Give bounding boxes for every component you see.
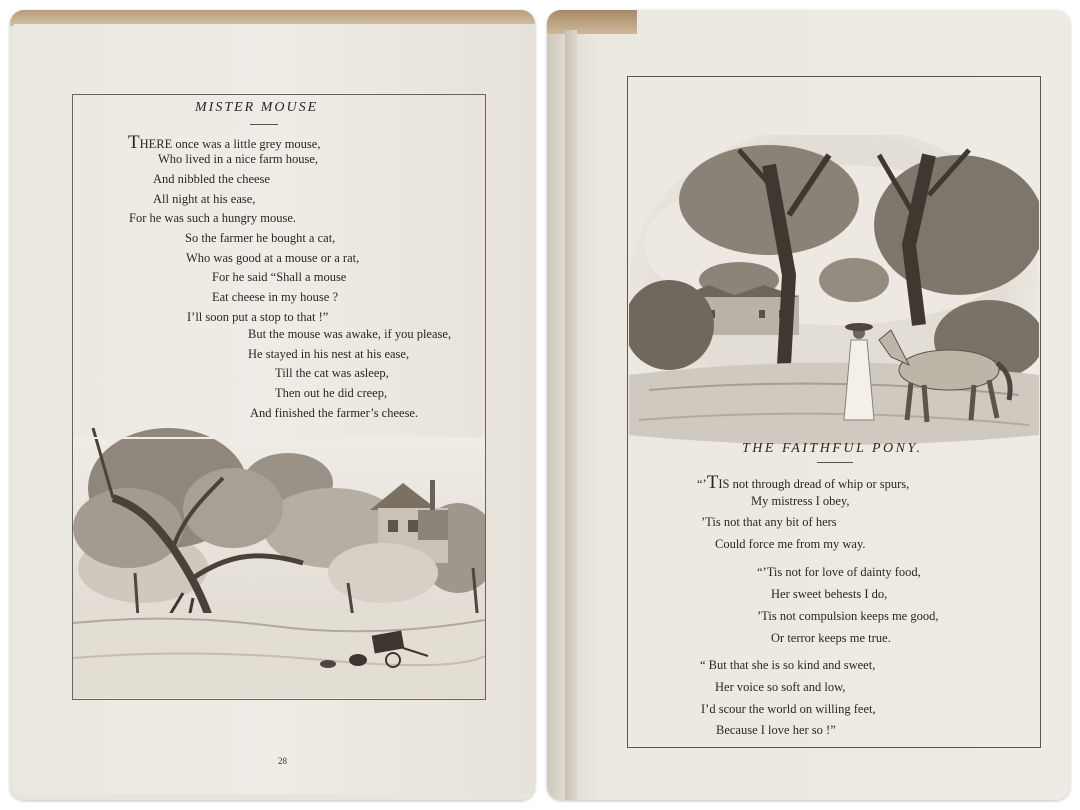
poem-line: “’TIS not through dread of whip or spurs,: [697, 472, 910, 493]
orchard-illustration: [73, 398, 485, 698]
poem-line: THERE once was a little grey mouse,: [128, 132, 321, 153]
poem-line: Because I love her so !”: [716, 723, 836, 737]
poem-line: Who was good at a mouse or a rat,: [186, 251, 360, 265]
poem-line: “ But that she is so kind and sweet,: [700, 658, 876, 672]
right-page-photo: [547, 10, 1070, 800]
drop-cap: T: [128, 132, 140, 153]
poem-line: He stayed in his nest at his ease,: [248, 347, 410, 361]
page-number: 28: [278, 756, 287, 766]
poem-line: “’Tis not for love of dainty food,: [757, 565, 921, 579]
poem-line: Her sweet behests I do,: [771, 587, 888, 601]
title-rule: [250, 124, 278, 125]
poem-line: For he said “Shall a mouse: [212, 270, 347, 284]
poem-line: I’d scour the world on willing feet,: [701, 702, 876, 716]
poem-line: ’Tis not compulsion keeps me good,: [757, 609, 939, 623]
poem-line: Or terror keeps me true.: [771, 631, 891, 645]
poem-line: All night at his ease,: [153, 192, 256, 206]
poem-line: Could force me from my way.: [715, 537, 866, 551]
poem-line: So the farmer he bought a cat,: [185, 231, 336, 245]
poem-line: ’Tis not that any bit of hers: [701, 515, 837, 529]
poem-line: And finished the farmer’s cheese.: [250, 406, 419, 420]
poem-line: I’ll soon put a stop to that !”: [187, 310, 329, 324]
poem-title-mister-mouse: MISTER MOUSE: [195, 100, 319, 115]
title-rule: [817, 462, 853, 463]
poem-line: Eat cheese in my house ?: [212, 290, 338, 304]
poem-line: Till the cat was asleep,: [275, 366, 389, 380]
poem-line: Her voice so soft and low,: [715, 680, 846, 694]
poem-line: Then out he did creep,: [275, 386, 388, 400]
drop-cap: T: [706, 472, 719, 493]
poem-line: Who lived in a nice farm house,: [158, 152, 319, 166]
left-page-photo: [10, 10, 535, 800]
pony-illustration: [629, 135, 1039, 445]
poem-line: For he was such a hungry mouse.: [129, 211, 296, 225]
poem-line: My mistress I obey,: [751, 494, 850, 508]
table-edge: [547, 10, 637, 34]
page-fold: [565, 30, 577, 800]
poem-line: And nibbled the cheese: [153, 172, 270, 186]
poem-line: But the mouse was awake, if you please,: [248, 327, 452, 341]
poem-title-faithful-pony: THE FAITHFUL PONY.: [742, 441, 923, 456]
